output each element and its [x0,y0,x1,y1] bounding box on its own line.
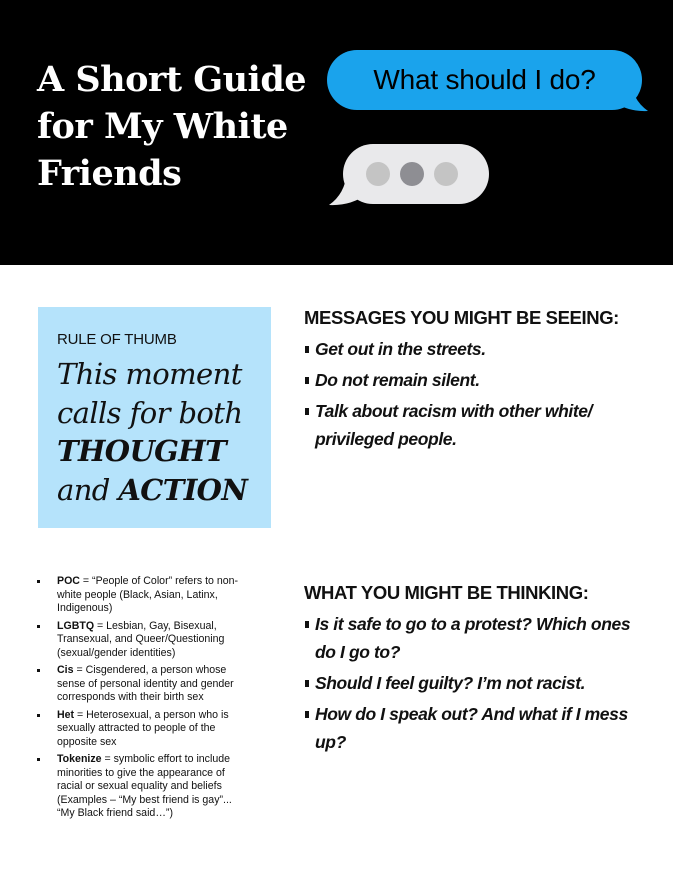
messages-heading: MESSAGES YOU MIGHT BE SEEING: [304,307,619,328]
rule-line: calls for both [57,395,243,430]
glossary-term: Tokenize [57,753,102,765]
typing-dot-icon [434,162,458,186]
typing-dot-icon [366,162,390,186]
thinking-list [304,610,649,759]
typing-indicator-bubble [343,144,489,204]
glossary-item [36,664,241,705]
rule-action: ACTION [118,472,248,507]
rule-thought: THOUGHT [57,434,227,468]
list-item: Should I feel guilty? I’m not racist. [304,669,649,697]
glossary-term: Het [57,708,75,721]
question-bubble [327,50,642,110]
rule-of-thumb-label: RULE OF THUMB [57,331,177,348]
glossary-term: LGBTQ [57,619,95,632]
glossary-item [36,709,241,750]
glossary-definition: = “People of Color” refers to non-white people (Black, Asian, Latinx, Indigenous) [57,575,239,614]
glossary-definition: = Lesbian, Gay, Bisexual, Transexual, and Queer/Questioning (sexual/gender identities) [57,619,225,659]
question-bubble-text: What should I do? [373,64,596,95]
thinking-heading: WHAT YOU MIGHT BE THINKING: [304,582,589,603]
glossary-term: POC [57,575,80,587]
header-banner [0,0,673,265]
rule-and: and [57,472,110,507]
list-item: Do not remain silent. [304,366,649,394]
rule-of-thumb-box [38,307,271,528]
list-item: Get out in the streets. [304,335,649,363]
glossary-term: Cis [57,664,74,676]
title-line: for My White [37,106,288,147]
typing-dot-icon [400,162,424,186]
page-title [37,56,327,197]
glossary-definition: = Heterosexual, a person who is sexually attracted to people of the opposite sex [57,708,229,748]
glossary-item [36,620,241,661]
list-item: Is it safe to go to a protest? Which ones do I go to? [304,610,649,666]
messages-list [304,335,649,456]
list-item: Talk about racism with other white/ privileged people. [304,397,649,453]
glossary-definition: = symbolic effort to include minorities to give the appearance of racial or sexual equality and beliefs (Examples – “My best friend is gay”... “My Black friend said…”) [57,753,232,819]
list-item: How do I speak out? And what if I mess up? [304,700,649,756]
title-line: Friends [37,153,182,194]
rule-line: This moment [57,357,242,391]
glossary-item [36,575,241,616]
glossary-item [36,753,241,821]
title-line: A Short Guide [37,59,307,100]
glossary-definition: = Cisgendered, a person whose sense of personal identity and gender corresponds with their birth sex [57,664,234,703]
glossary-list [36,575,241,825]
rule-of-thumb-text [57,355,272,509]
